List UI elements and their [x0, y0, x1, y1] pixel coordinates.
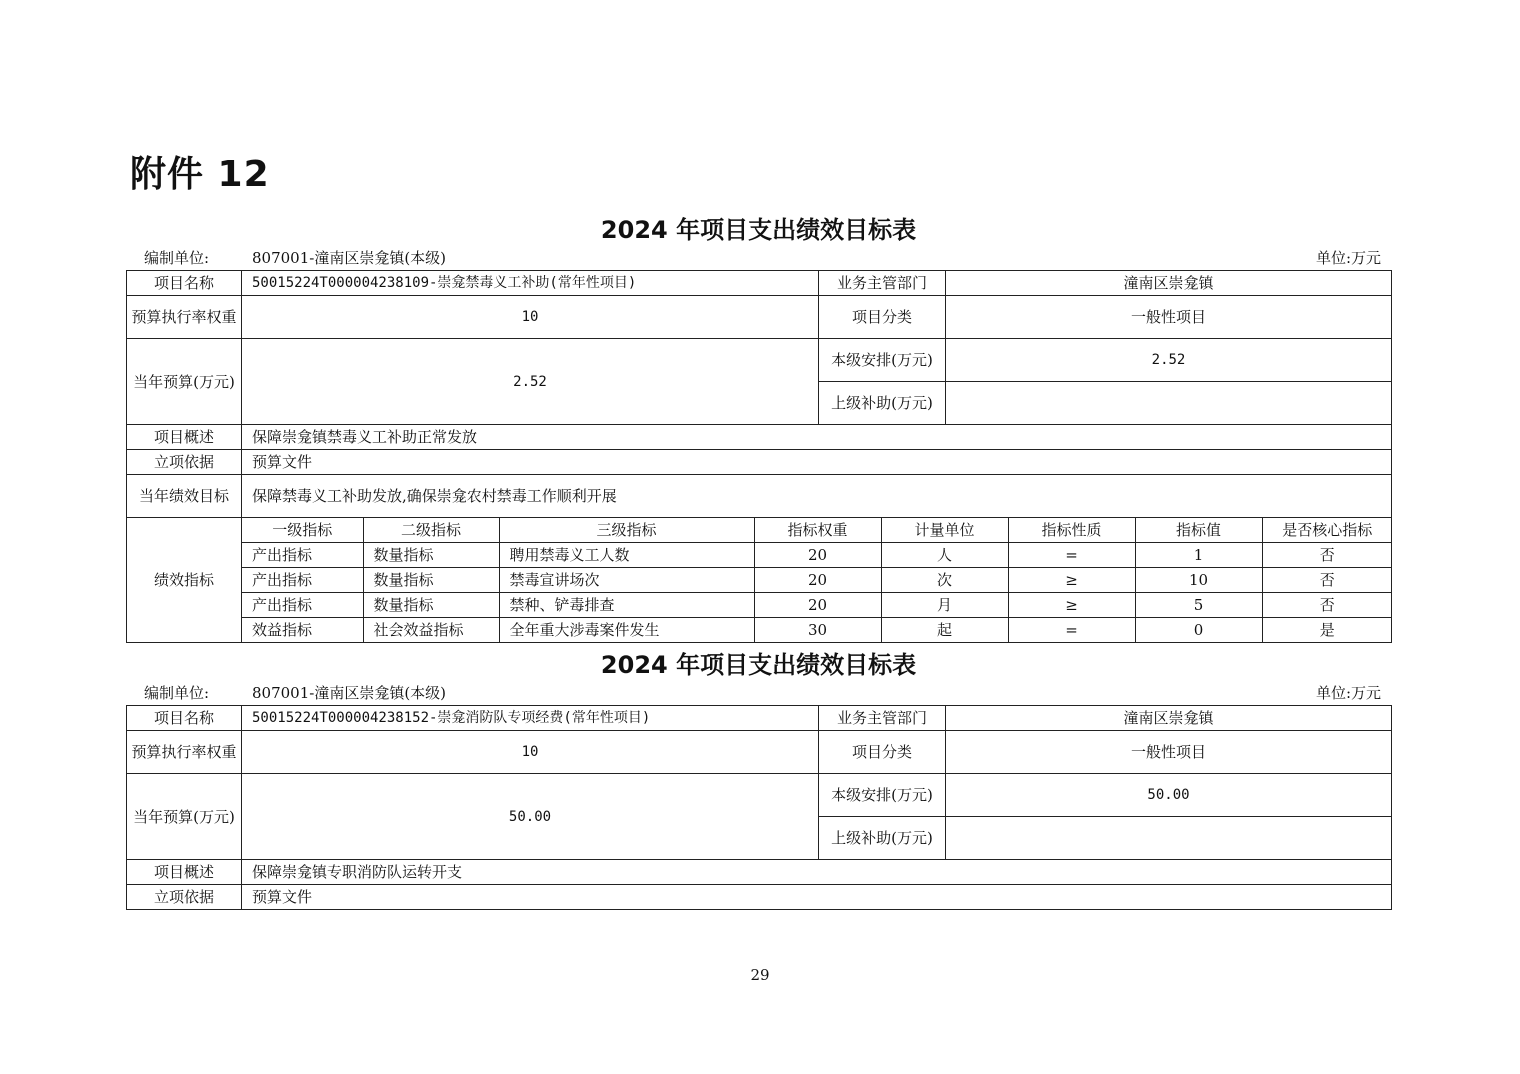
table-row: [242, 568, 1392, 593]
dept-value: 潼南区崇龛镇: [946, 271, 1392, 296]
indicator-unit: 起: [881, 618, 1008, 643]
table-meta: [126, 681, 1391, 705]
category-value: 一般性项目: [946, 731, 1392, 774]
indicator-nature: ≥: [1008, 593, 1135, 618]
table-meta: [126, 246, 1391, 270]
indicator-core: 是: [1262, 618, 1392, 643]
category-label: 项目分类: [819, 296, 946, 339]
project-name-label: 项目名称: [127, 271, 242, 296]
header-value: 指标值: [1135, 518, 1262, 543]
indicator-core: 否: [1262, 543, 1392, 568]
table-row: [242, 618, 1392, 643]
table-title: 2024 年项目支出绩效目标表: [600, 651, 917, 679]
weight-label: 预算执行率权重: [127, 296, 242, 339]
indicator-value: 10: [1135, 568, 1262, 593]
category-label: 项目分类: [819, 731, 946, 774]
goal-label: 当年绩效目标: [127, 475, 242, 518]
indicator-weight: 20: [754, 543, 881, 568]
indicator-level1: 产出指标: [242, 543, 363, 568]
local-value: 50.00: [946, 774, 1392, 817]
indicator-level3: 禁毒宣讲场次: [499, 568, 754, 593]
local-label: 本级安排(万元): [819, 774, 946, 817]
indicator-level1: 产出指标: [242, 593, 363, 618]
header-level1: 一级指标: [242, 518, 363, 543]
budget-label: 当年预算(万元): [127, 339, 242, 425]
basis-label: 立项依据: [127, 450, 242, 475]
indicator-unit: 次: [881, 568, 1008, 593]
indicator-level3: 聘用禁毒义工人数: [499, 543, 754, 568]
header-unit: 计量单位: [881, 518, 1008, 543]
table-title: 2024 年项目支出绩效目标表: [600, 216, 917, 244]
indicator-header-row: [242, 518, 1392, 543]
indicator-table: [242, 518, 1392, 642]
budget-value: 2.52: [242, 339, 819, 425]
indicator-weight: 30: [754, 618, 881, 643]
indicator-value: 5: [1135, 593, 1262, 618]
indicator-weight: 20: [754, 568, 881, 593]
weight-label: 预算执行率权重: [127, 731, 242, 774]
indicator-cell: [242, 518, 1392, 643]
subsidy-value: [946, 382, 1392, 425]
overview-label: 项目概述: [127, 860, 242, 885]
indicator-level3: 禁种、铲毒排查: [499, 593, 754, 618]
project-table: [126, 270, 1392, 643]
indicator-core: 否: [1262, 593, 1392, 618]
indicator-level2: 数量指标: [363, 568, 499, 593]
local-label: 本级安排(万元): [819, 339, 946, 382]
header-level3: 三级指标: [499, 518, 754, 543]
header-level2: 二级指标: [363, 518, 499, 543]
subsidy-label: 上级补助(万元): [819, 382, 946, 425]
indicator-level3: 全年重大涉毒案件发生: [499, 618, 754, 643]
performance-table-2: [126, 649, 1391, 910]
attachment-label: 附件 12: [130, 154, 270, 195]
performance-table-1: [126, 214, 1391, 643]
unit-label: 单位:万元: [1315, 684, 1381, 702]
unit-label: 单位:万元: [1315, 249, 1381, 267]
indicator-value: 1: [1135, 543, 1262, 568]
basis-value: 预算文件: [242, 885, 1392, 910]
org-value: 807001-潼南区崇龛镇(本级): [252, 249, 447, 267]
budget-label: 当年预算(万元): [127, 774, 242, 860]
subsidy-label: 上级补助(万元): [819, 817, 946, 860]
indicator-level1: 产出指标: [242, 568, 363, 593]
indicator-nature: ≥: [1008, 568, 1135, 593]
page-number: 29: [750, 966, 770, 984]
weight-value: 10: [242, 731, 819, 774]
table-row: [242, 593, 1392, 618]
table-row: [242, 543, 1392, 568]
dept-value: 潼南区崇龛镇: [946, 706, 1392, 731]
category-value: 一般性项目: [946, 296, 1392, 339]
org-value: 807001-潼南区崇龛镇(本级): [252, 684, 447, 702]
overview-value: 保障崇龛镇专职消防队运转开支: [242, 860, 1392, 885]
project-name-value: 50015224T000004238152-崇龛消防队专项经费(常年性项目): [242, 706, 819, 731]
indicator-level1: 效益指标: [242, 618, 363, 643]
indicator-label: 绩效指标: [127, 518, 242, 643]
local-value: 2.52: [946, 339, 1392, 382]
indicator-core: 否: [1262, 568, 1392, 593]
indicator-level2: 数量指标: [363, 593, 499, 618]
org-label: 编制单位:: [144, 684, 210, 702]
header-core: 是否核心指标: [1262, 518, 1392, 543]
indicator-nature: =: [1008, 618, 1135, 643]
org-label: 编制单位:: [144, 249, 210, 267]
basis-value: 预算文件: [242, 450, 1392, 475]
indicator-nature: =: [1008, 543, 1135, 568]
project-name-label: 项目名称: [127, 706, 242, 731]
header-weight: 指标权重: [754, 518, 881, 543]
goal-value: 保障禁毒义工补助发放,确保崇龛农村禁毒工作顺利开展: [242, 475, 1392, 518]
project-table: [126, 705, 1392, 910]
indicator-value: 0: [1135, 618, 1262, 643]
overview-value: 保障崇龛镇禁毒义工补助正常发放: [242, 425, 1392, 450]
overview-label: 项目概述: [127, 425, 242, 450]
dept-label: 业务主管部门: [819, 706, 946, 731]
indicator-level2: 社会效益指标: [363, 618, 499, 643]
indicator-weight: 20: [754, 593, 881, 618]
indicator-unit: 人: [881, 543, 1008, 568]
weight-value: 10: [242, 296, 819, 339]
header-nature: 指标性质: [1008, 518, 1135, 543]
indicator-unit: 月: [881, 593, 1008, 618]
indicator-level2: 数量指标: [363, 543, 499, 568]
basis-label: 立项依据: [127, 885, 242, 910]
subsidy-value: [946, 817, 1392, 860]
dept-label: 业务主管部门: [819, 271, 946, 296]
budget-value: 50.00: [242, 774, 819, 860]
project-name-value: 50015224T000004238109-崇龛禁毒义工补助(常年性项目): [242, 271, 819, 296]
